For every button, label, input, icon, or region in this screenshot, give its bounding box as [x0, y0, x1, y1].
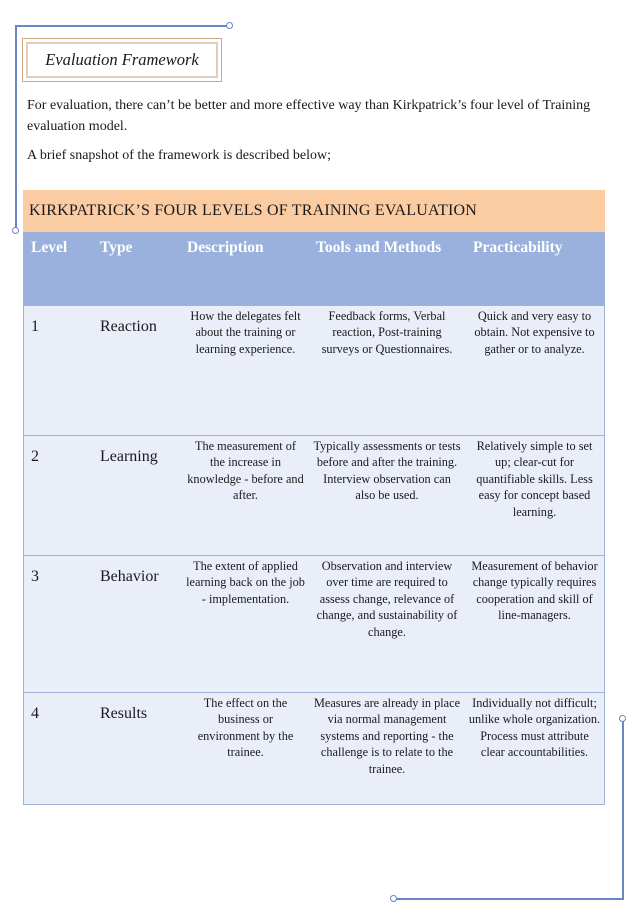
frame-dot-left [12, 227, 19, 234]
intro-paragraph: For evaluation, there can’t be better and more effective way than Kirkpatrick’s four level of Training evaluation model. [27, 98, 591, 134]
description-cell: The measurement of the increase in knowledge - before and after. [187, 439, 304, 503]
type-cell: Learning [100, 448, 158, 465]
type-cell: Behavior [100, 568, 159, 585]
level-cell: 1 [31, 318, 39, 335]
description-cell: The extent of applied learning back on the job - implementation. [186, 559, 305, 606]
table-row [24, 305, 604, 435]
frame-dot-bottom [390, 895, 397, 902]
tools-cell: Feedback forms, Verbal reaction, Post-training surveys or Questionnaires. [321, 309, 453, 356]
column-header-type: Type [100, 239, 133, 256]
tools-cell: Measures are already in place via normal management systems and reporting - the challenge is to relate to the trainee. [313, 696, 461, 776]
frame-line-left [15, 25, 17, 230]
frame-dot-top [226, 22, 233, 29]
practicability-cell: Quick and very easy to obtain. Not expensive to gather or to analyze. [474, 309, 595, 356]
snapshot-paragraph: A brief snapshot of the framework is described below; [27, 148, 332, 163]
column-header-tools: Tools and Methods [316, 239, 442, 256]
frame-line-top [15, 25, 229, 27]
evaluation-table [23, 232, 605, 805]
tools-cell: Typically assessments or tests before and after the training. Interview observation can also be used. [313, 439, 461, 503]
frame-dot-right [619, 715, 626, 722]
frame-line-bottom [394, 898, 624, 900]
column-header-level: Level [31, 239, 68, 256]
practicability-cell: Individually not difficult; unlike whole organization. Process must attribute clear accountabilities. [468, 696, 601, 760]
practicability-cell: Relatively simple to set up; clear-cut for quantifiable skills. Less easy for concept based learning. [476, 439, 593, 519]
page-title-box [22, 38, 222, 82]
column-header-description: Description [187, 239, 264, 256]
table-row [24, 692, 604, 804]
column-header-practicability: Practicability [473, 239, 563, 256]
description-cell: The effect on the business or environment by the trainee. [197, 696, 294, 760]
level-cell: 3 [31, 568, 39, 585]
level-cell: 4 [31, 705, 39, 722]
table-header-row [24, 233, 604, 305]
table-title: KIRKPATRICK’S FOUR LEVELS OF TRAINING EVALUATION [23, 190, 605, 232]
table-row [24, 555, 604, 692]
page-title: Evaluation Framework [26, 42, 218, 78]
frame-line-right [622, 720, 624, 900]
type-cell: Results [100, 705, 148, 722]
practicability-cell: Measurement of behavior change typically requires cooperation and skill of line-managers. [471, 559, 598, 623]
table-row [24, 435, 604, 555]
tools-cell: Observation and interview over time are required to assess change, relevance of change, and sustainability of change. [316, 559, 458, 639]
type-cell: Reaction [100, 318, 157, 335]
description-cell: How the delegates felt about the training or learning experience. [190, 309, 301, 356]
level-cell: 2 [31, 448, 39, 465]
